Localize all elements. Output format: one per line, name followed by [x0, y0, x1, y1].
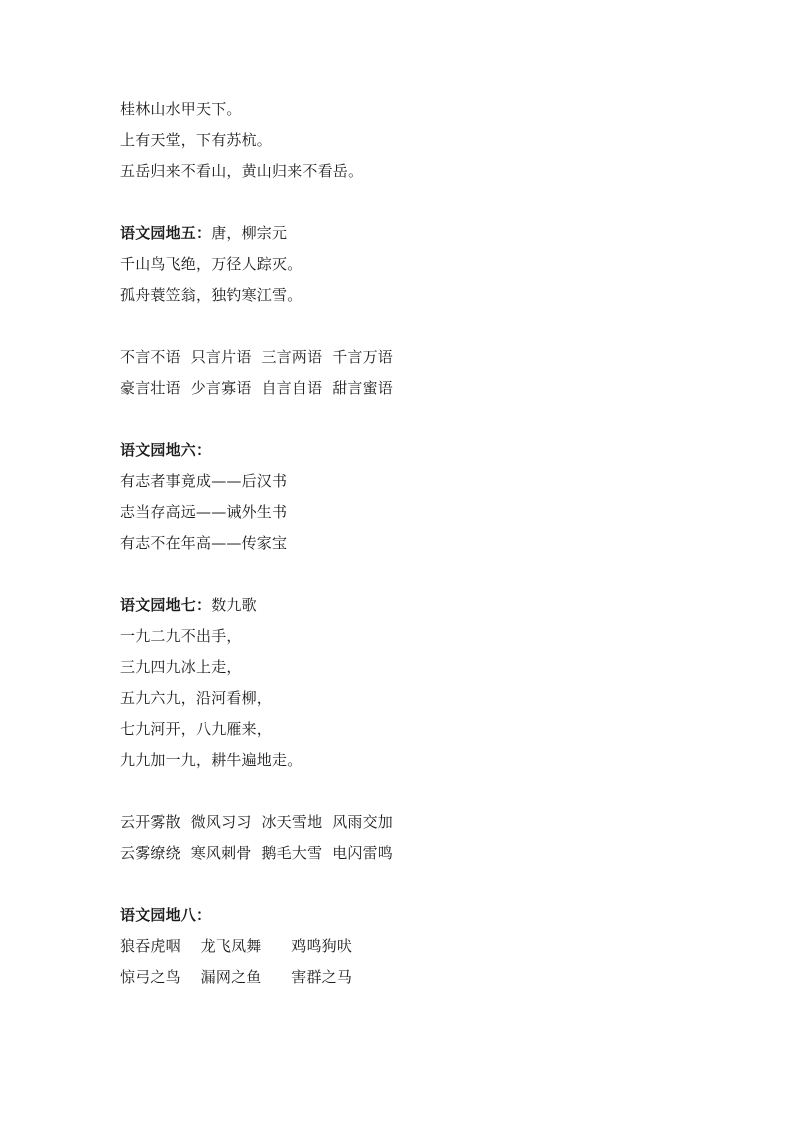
- idioms-yan-block: [120, 342, 680, 404]
- section-7-heading: [120, 590, 680, 621]
- quote-line: 有志者事竟成——后汉书: [120, 472, 288, 490]
- spacer: [120, 311, 680, 342]
- quote-line: 有志不在年高——传家宝: [120, 534, 288, 552]
- spacer: [120, 869, 680, 900]
- idiom-line: 不言不语 只言片语 三言两语 千言万语: [120, 348, 394, 366]
- section-heading-subtitle: 唐，柳宗元: [211, 224, 288, 242]
- section-heading-subtitle: 数九歌: [211, 596, 257, 614]
- idiom-line: 狼吞虎咽 龙飞凤舞 鸡鸣狗吠: [120, 937, 353, 955]
- section-6-heading: [120, 435, 680, 466]
- section-heading-label: 语文园地八：: [120, 906, 212, 924]
- idiom-line: 云开雾散 微风习习 冰天雪地 风雨交加: [120, 813, 394, 831]
- document-page: [120, 94, 680, 993]
- section-7: [120, 590, 680, 776]
- section-8: [120, 900, 680, 993]
- spacer: [120, 404, 680, 435]
- spacer: [120, 187, 680, 218]
- section-5-heading: [120, 218, 680, 249]
- poem-line: 千山鸟飞绝，万径人踪灭。: [120, 255, 303, 273]
- proverb-line: 桂林山水甲天下。: [120, 100, 242, 118]
- idioms-weather-block: [120, 807, 680, 869]
- quote-line: 志当存高远——诫外生书: [120, 503, 288, 521]
- song-line: 一九二九不出手，: [120, 627, 242, 645]
- idiom-line: 惊弓之鸟 漏网之鱼 害群之马: [120, 968, 353, 986]
- song-line: 五九六九，沿河看柳，: [120, 689, 273, 707]
- section-heading-label: 语文园地五：: [120, 224, 212, 242]
- spacer: [120, 776, 680, 807]
- section-heading-label: 语文园地六：: [120, 441, 212, 459]
- proverbs-block: [120, 94, 680, 187]
- idiom-line: 云雾缭绕 寒风刺骨 鹅毛大雪 电闪雷鸣: [120, 844, 394, 862]
- poem-line: 孤舟蓑笠翁，独钓寒江雪。: [120, 286, 303, 304]
- idiom-line: 豪言壮语 少言寡语 自言自语 甜言蜜语: [120, 379, 394, 397]
- song-line: 三九四九冰上走，: [120, 658, 242, 676]
- song-line: 九九加一九，耕牛遍地走。: [120, 751, 303, 769]
- spacer: [120, 559, 680, 590]
- section-8-heading: [120, 900, 680, 931]
- section-6: [120, 435, 680, 559]
- proverb-line: 五岳归来不看山，黄山归来不看岳。: [120, 162, 364, 180]
- section-heading-label: 语文园地七：: [120, 596, 212, 614]
- proverb-line: 上有天堂，下有苏杭。: [120, 131, 273, 149]
- section-5: [120, 218, 680, 311]
- song-line: 七九河开，八九雁来，: [120, 720, 273, 738]
